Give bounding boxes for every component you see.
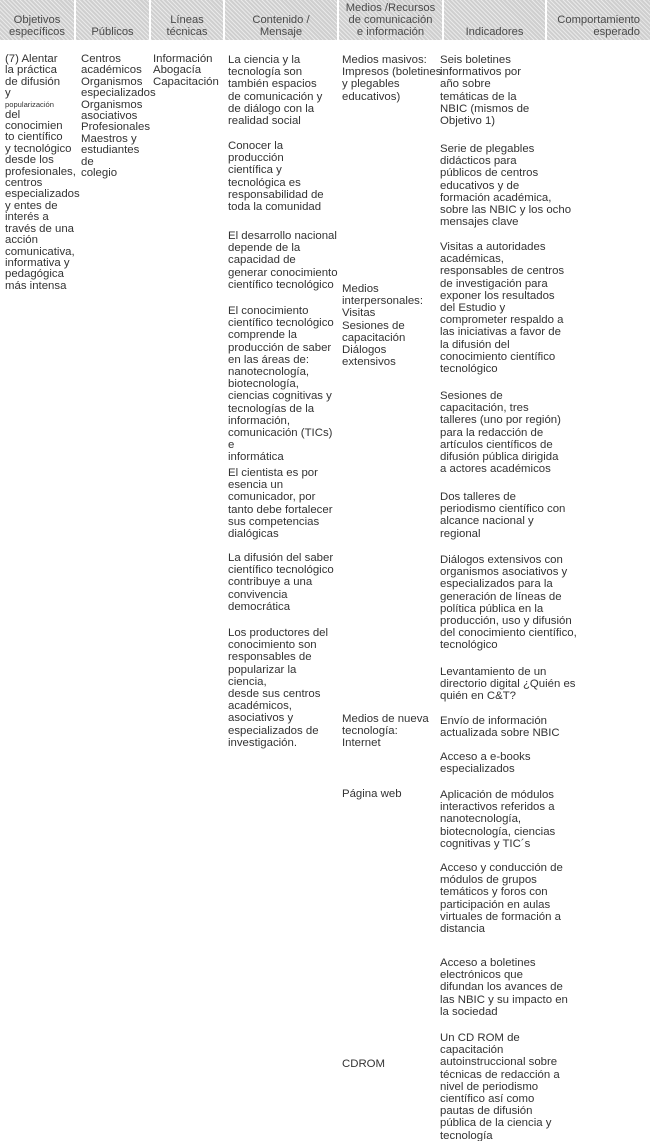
lineas-text: Información Abogacía Capacitación (153, 53, 219, 88)
header-comportamiento: Comportamiento esperado (547, 0, 650, 40)
objetivo-text-small: popularización (5, 99, 54, 109)
medios-nueva-tecnologia: Medios de nueva tecnología: Internet (342, 713, 429, 750)
indicador-11: Acceso y conducción de módulos de grupos temáticos y foros con participación en aulas virtuales de formación a distancia (440, 862, 563, 936)
header-contenido: Contenido / Mensaje (225, 0, 337, 40)
contenido-mensaje-6: La difusión del saber científico tecnológico contribuye a una convivencia democrática (228, 552, 334, 613)
indicador-7: Levantamiento de un directorio digital ¿Quién es quién en C&T? (440, 666, 576, 703)
header-publicos: Públicos (76, 0, 149, 40)
col-objetivos (5, 54, 80, 292)
indicador-4: Sesiones de capacitación, tres talleres (uno por región) para la redacción de artículos científicos de difusión pública dirigida a actores académicos (440, 390, 561, 476)
contenido-mensaje-3: El desarrollo nacional depende de la capacidad de generar conocimiento científico tecnológico (228, 230, 338, 291)
col-publicos (81, 53, 156, 180)
indicador-8: Envío de información actualizada sobre NBIC (440, 715, 560, 740)
col-contenido (228, 0, 338, 1141)
medios-pagina-web: Página web (342, 788, 402, 800)
contenido-mensaje-2: Conocer la producción científica y tecnológica es responsabilidad de toda la comunidad (228, 140, 324, 214)
col-lineas (153, 54, 223, 88)
indicador-12: Acceso a boletines electrónicos que difundan los avances de las NBIC y su impacto en la sociedad (440, 957, 568, 1018)
header-medios: Medios /Recursos de comunicación e información (339, 0, 442, 40)
publicos-text: Centros académicos Organismos especializados Organismos asociativos Profesionales Maestros y estudiantes de colegio (81, 53, 156, 180)
col-medios (342, 0, 442, 1141)
header-lineas: Líneas técnicas (151, 0, 223, 40)
indicador-10: Aplicación de módulos interactivos referidos a nanotecnología, biotecnología, ciencias cognitivas y TIC´s (440, 789, 556, 850)
objetivo-text-2: del conocimien to científico y tecnológico desde los profesionales, centros especializados y entes de interés a través de una acción comunicativa, informativa y pedagógica más intensa (5, 108, 80, 292)
indicador-9: Acceso a e-books especializados (440, 751, 531, 776)
contenido-mensaje-7: Los productores del conocimiento son responsables de popularizar la ciencia, desde sus centros académicos, asociativos y especializados de investigación. (228, 627, 329, 749)
indicador-13: Un CD ROM de capacitación autoinstruccional sobre técnicas de redacción a nivel de periodismo científico así como pautas de difusión pública de la ciencia y tecnología (440, 1032, 560, 1141)
objetivo-text-1: (7) Alentar la práctica de difusión y (5, 53, 61, 100)
indicador-5: Dos talleres de periodismo científico con alcance nacional y regional (440, 491, 566, 540)
col-indicadores (440, 0, 580, 1141)
indicador-3: Visitas a autoridades académicas, responsables de centros de investigación para exponer los resultados del Estudio y comprometer respaldo a las iniciativas a favor de la difusión del conocimiento científico tecnológico (440, 241, 565, 376)
indicador-6: Diálogos extensivos con organismos asociativos y especializados para la generación de líneas de política pública en la producción, uso y difusión del conocimiento científico, tecnológico (440, 554, 577, 652)
contenido-mensaje-4: El conocimiento científico tecnológico comprende la producción de saber en las áreas de: nanotecnología, biotecnología, ciencias cognitivas y tecnologías de la información, comunicación (TICs) e informática (228, 305, 334, 464)
contenido-mensaje-5: El cientista es por esencia un comunicador, por tanto debe fortalecer sus competencias dialógicas (228, 467, 333, 541)
medios-cdrom: CDROM (342, 1058, 386, 1070)
indicador-2: Serie de plegables didácticos para públicos de centros educativos y de formación académica, sobre las NBIC y los ocho mensajes clave (440, 143, 572, 229)
header-indicadores: Indicadores (444, 0, 545, 40)
medios-masivos: Medios masivos: Impresos (boletines y plegables educativos) (342, 54, 442, 103)
medios-interpersonales: Medios interpersonales: Visitas Sesiones de capacitación Diálogos extensivos (342, 283, 424, 369)
indicador-1: Seis boletines informativos por año sobre temáticas de la NBIC (mismos de Objetivo 1) (440, 54, 530, 128)
contenido-mensaje-1: La ciencia y la tecnología son también espacios de comunicación y de diálogo con la realidad social (228, 54, 323, 128)
header-objetivos: Objetivos específicos (0, 0, 74, 40)
